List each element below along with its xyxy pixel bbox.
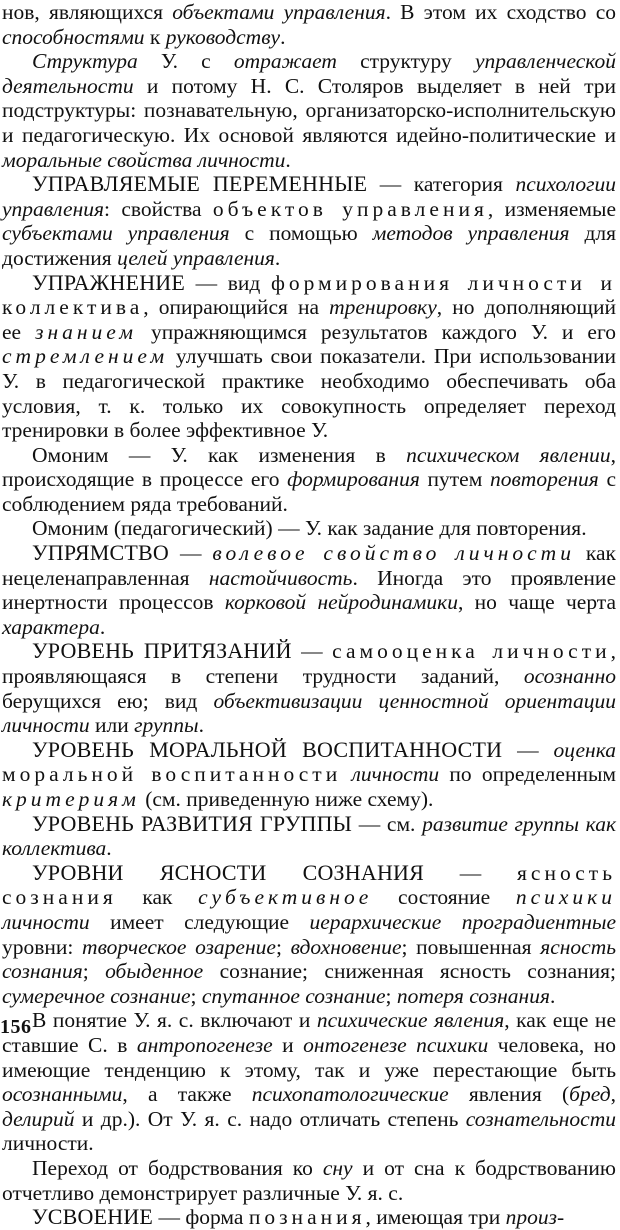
text-run: Омоним (педагогический) — У. как задание для повторения. [32,516,587,541]
text-run: улучшать свои показатели. При использовании У. в педагогической практике необходимо обеспечивать оба условия, т. к. только их совокупность определяет переход тренировки в более эффективное У. [2,344,616,443]
text-run: . [274,245,281,270]
text-run: , происходящие в процессе его [2,442,616,492]
italic-term: повторения [489,467,599,492]
italic-spaced-term: субъективное [198,885,373,910]
italic-spaced-term: стремлением [2,344,169,369]
headword: УРОВЕНЬ ПРИТЯЗАНИЙ [32,638,292,664]
italic-term: антропогенезе [136,1032,273,1057]
text-run: . Иногда это проявление инертности процессов [2,565,616,615]
headword: УПРЯМСТВО [32,540,170,566]
italic-term: способностями [2,24,145,49]
paragraph [2,443,616,517]
italic-term: психические явления [316,1008,505,1033]
italic-term: бред [569,1082,611,1107]
text-run: структуру [336,49,475,74]
italic-term: сумеречное сознание [2,983,191,1008]
text-run: ; [385,983,397,1008]
italic-term: сну [322,1155,353,1180]
headword: УПРАЖНЕНИЕ [32,269,186,295]
text-run: , опирающийся на [143,295,330,320]
text-run: . [285,147,291,172]
text-run: и [272,1032,304,1057]
text-run: Переход от бодрствования ко [32,1155,323,1180]
spaced-term: формирования личности и коллектива [2,270,616,320]
text-run: уровни: [2,934,83,959]
text-run: нов, являющихся [2,0,173,24]
text-run: — см. [352,811,423,836]
text-run: ; [275,934,291,959]
italic-spaced-term: психики [515,885,616,910]
italic-term: отражает [233,49,337,74]
text-run: человека, но имеющие тенденцию к этому, так и уже перестающие быть [2,1032,617,1082]
text-run: , проявляющаяся в степени трудности заданий, [2,639,616,689]
text-run: ; [82,959,106,984]
italic-term: Структура [32,49,138,74]
paragraph [2,49,616,172]
text-run: сознание; сниженная ясность сознания; [203,959,616,984]
italic-term: обыденное [105,959,204,984]
spaced-term: моральной воспитанности [2,762,342,787]
italic-term: осознанными [2,1082,123,1107]
italic-term: делирий [2,1106,75,1131]
italic-term: онтогенезе психики [303,1032,489,1057]
text-run: . [280,24,286,49]
text-run: как нецеленаправленная [2,541,617,590]
italic-term: психопатологические [251,1082,449,1107]
italic-term: потеря сознания [396,983,550,1008]
italic-term: характера [2,614,100,639]
text-run: — форма [153,1205,249,1230]
text-run: имеет следующие [89,909,310,934]
text-run: , но чаще черта [457,590,616,615]
italic-term: развитие группы как коллектива [2,811,616,861]
italic-term: личности [351,762,440,787]
italic-term: субъектами управления [2,221,230,246]
italic-term: руководству [165,24,281,49]
text-run: как [116,885,199,910]
text-run: — категория [367,172,516,197]
text-run: — [502,737,554,762]
text-run: . [106,836,112,861]
paragraph [2,861,616,1009]
text-run: , имеющая три [365,1205,506,1230]
italic-term: корковой нейродинамики [224,590,458,615]
text-run: явления ( [448,1082,570,1107]
text-run: — [169,541,213,566]
italic-term: произ- [505,1205,565,1230]
text-run: В понятие У. я. с. включают и [32,1008,317,1033]
italic-term: спутанное сознание [201,983,386,1008]
text-run: — [424,860,518,885]
text-run: путем [419,467,490,492]
italic-term: сознательности [465,1106,616,1131]
text-run: . [99,614,106,639]
paragraph [2,271,616,443]
paragraph [2,516,616,541]
text-run: упражняющимся результатов каждого У. и его [137,319,616,344]
italic-term: ясность сознания [2,934,617,984]
text-run: . В этом их сходство со [385,0,617,24]
page-text [2,0,617,1230]
text-run: с помощью [229,221,373,246]
text-run: к [144,24,166,49]
text-run: Омоним — У. как изменения в [32,442,407,467]
page-number: 156 [0,1016,32,1038]
text-run: : свойства [104,196,213,221]
text-run: или [89,713,135,738]
italic-spaced-term: критериям [2,787,140,811]
italic-term: методов управления [372,221,570,246]
headword: УРОВНИ ЯСНОСТИ СОЗНАНИЯ [32,859,424,885]
text-run: и др.). От У. я. с. надо отличать степень [74,1106,466,1131]
text-run: и потому Н. С. Столяров выделяет в ней три подструктуры: познавательную, организаторско-исполнительскую и педагогическую. Их основой являются идейно-политические и [2,73,616,147]
italic-term: объективизации ценностной ориентации личности [2,688,616,738]
text-run: по определенным [439,762,617,787]
text-run: с соблюдением ряда требований. [2,467,616,516]
spaced-term: объектов управления [212,196,488,221]
text-run: . [549,983,556,1008]
text-run: и от сна к бодрствованию отчетливо демонстрирует различные У. я. с. [2,1155,616,1205]
text-run: (см. приведенную ниже схему). [139,787,434,811]
text-run: ; [190,983,202,1008]
paragraph [2,812,616,861]
text-run: , но дополняющий ее [2,295,617,344]
paragraph [2,1008,616,1156]
text-run: для достижения [2,221,617,270]
text-run: состояние [372,885,516,910]
text-run: , изменяемые [487,196,616,221]
paragraph [2,1205,616,1230]
text-run: — [291,639,333,664]
italic-term: целей управления [117,245,275,270]
italic-term: иерархические проградиентные [309,909,616,934]
italic-term: моральные свойства личности [2,147,286,172]
paragraph [2,172,616,270]
italic-term: психологии управления [2,172,616,221]
headword: УРОВЕНЬ МОРАЛЬНОЙ ВОСПИТАННОСТИ [32,736,503,762]
italic-term: осознанно [523,664,616,689]
spaced-term: познания [248,1205,366,1230]
text-run: , [610,1082,616,1107]
text-run: — вид [185,270,271,295]
italic-term: формирования [287,467,420,492]
headword: УРОВЕНЬ РАЗВИТИЯ ГРУППЫ [32,810,353,836]
text-run: ; повышенная [401,934,541,959]
italic-term: объектами управления [172,0,386,24]
text-run: . [198,713,204,738]
text-run: личности. [2,1131,94,1156]
text-run [341,762,351,786]
spaced-term: самооценка личности [332,639,611,664]
italic-term: психическом явлении [406,442,611,467]
italic-term: управленческой деятельности [2,49,616,98]
italic-term: вдохновение [290,934,402,959]
italic-term: творческое озарение [82,934,276,959]
text-run: , как еще не ставшие С. в [2,1008,616,1057]
italic-spaced-term: знанием [35,319,138,344]
text-run: У. с [137,49,234,74]
headword: УСВОЕНИЕ [32,1204,154,1230]
text-run: берущихся ею; вид [2,688,214,713]
italic-term: группы [134,713,199,738]
paragraph [2,541,616,639]
paragraph [2,738,616,812]
italic-term: оценка [553,737,616,762]
text-run: , а также [122,1082,252,1107]
paragraph [2,639,616,737]
italic-term: настойчивость [208,565,353,590]
headword: УПРАВЛЯЕМЫЕ ПЕРЕМЕННЫЕ [32,171,368,197]
paragraph [2,0,616,49]
italic-term: личности [2,909,90,934]
italic-term: тренировку [329,295,437,320]
paragraph [2,1156,616,1205]
italic-spaced-term: волевое свойство личности [212,541,575,566]
spaced-term: ясность сознания [2,860,616,910]
